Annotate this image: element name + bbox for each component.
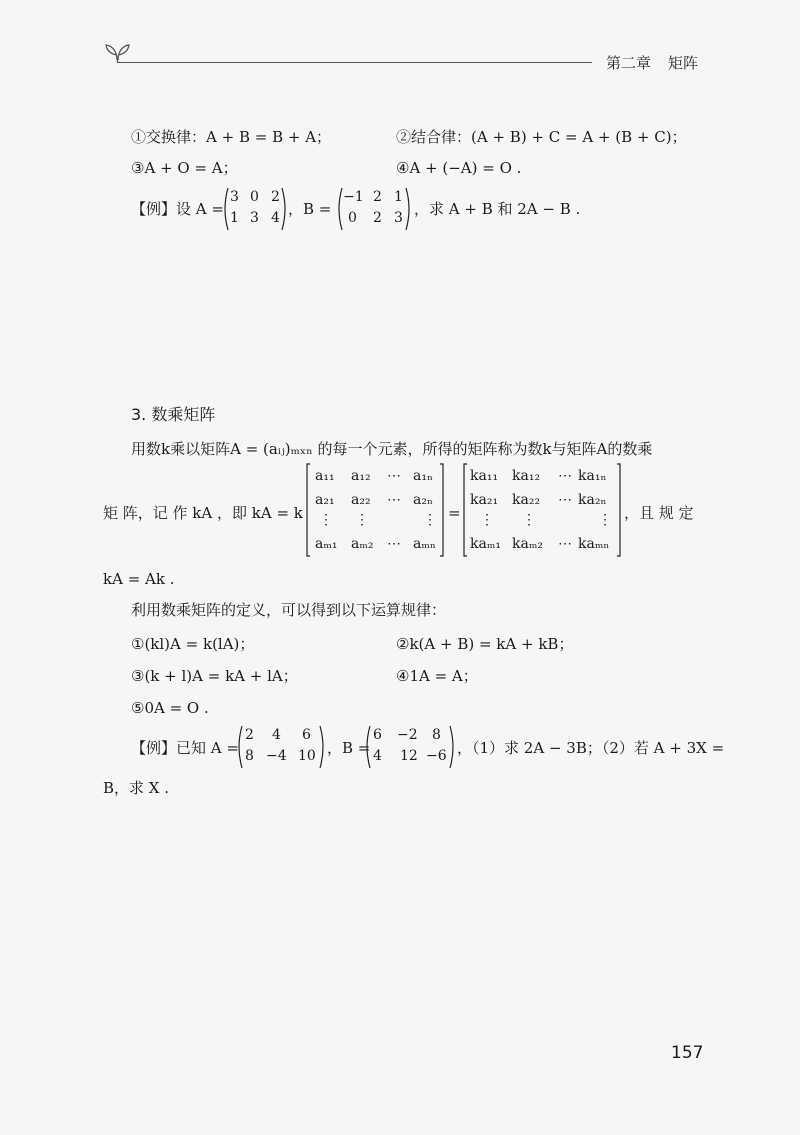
example1-suffix: ，求 A + B 和 2A − B .: [414, 200, 581, 218]
add-law-4: ④A + (−A) = O .: [396, 159, 522, 177]
example2-matrix-a: [236, 724, 326, 770]
cell: ka₁₂: [512, 468, 541, 484]
example2-suffix: ，（1）求 2A − 3B；（2）若 A + 3X =: [457, 739, 725, 757]
cell: 8: [432, 727, 441, 743]
cell: ⋮: [480, 512, 494, 528]
cell: 10: [298, 748, 316, 764]
section-intro: 用数k乘以矩阵A = (aᵢⱼ)ₘₓₙ 的每一个元素，所得的矩阵称为数k与矩阵A的数乘: [131, 440, 653, 458]
cell: ka₂₁: [470, 492, 499, 508]
cell: a₁ₙ: [413, 468, 434, 484]
cell: ⋯: [387, 492, 401, 508]
chapter-label: 第二章: [606, 54, 652, 72]
cell: −2: [397, 727, 418, 743]
cell: 6: [373, 727, 382, 743]
cell: kaₘₙ: [578, 536, 610, 552]
page-number: 157: [671, 1043, 704, 1063]
matrix-ka-general: [462, 462, 622, 558]
cell: aₘ₂: [351, 536, 374, 552]
cell: 12: [400, 748, 418, 764]
cell: a₁₁: [315, 468, 335, 484]
cell: 6: [302, 727, 311, 743]
mul-law-1: ①(kl)A = k(lA)；: [131, 635, 255, 653]
cell: kaₘ₁: [470, 536, 502, 552]
add-law-3: ③A + O = A；: [131, 159, 238, 177]
example1-mid: ，B =: [288, 200, 332, 218]
definition-equals: =: [448, 504, 461, 522]
cell: −1: [343, 189, 364, 205]
section-title: 3. 数乘矩阵: [131, 405, 216, 424]
cell: a₁₂: [351, 468, 371, 484]
cell: ka₁ₙ: [578, 468, 607, 484]
cell: aₘₙ: [413, 536, 436, 552]
definition-suffix: ，且 规 定: [624, 504, 694, 522]
cell: 2: [373, 210, 382, 226]
example2-matrix-b: [364, 724, 456, 770]
rules-intro: 利用数乘矩阵的定义，可以得到以下运算规律：: [131, 601, 447, 619]
cell: 3: [250, 210, 259, 226]
cell: ⋯: [558, 536, 572, 552]
example2-end: B，求 X .: [103, 779, 170, 797]
cell: ⋮: [319, 512, 333, 528]
add-law-2: ②结合律：(A + B) + C = A + (B + C)；: [396, 128, 687, 146]
mul-law-4: ④1A = A；: [396, 667, 478, 685]
example1-prefix: 【例】设 A =: [131, 200, 224, 218]
cell: ⋮: [598, 512, 612, 528]
cell: ka₂₂: [512, 492, 541, 508]
cell: kaₘ₂: [512, 536, 544, 552]
cell: a₂₂: [351, 492, 371, 508]
cell: 3: [230, 189, 239, 205]
definition-prefix: 矩 阵，记 作 kA ，即 kA = k: [103, 504, 303, 522]
cell: ka₁₁: [470, 468, 499, 484]
example2-mid: ，B =: [327, 739, 371, 757]
cell: a₂ₙ: [413, 492, 434, 508]
cell: ⋯: [558, 492, 572, 508]
cell: 2: [245, 727, 254, 743]
definition-end: kA = Ak .: [103, 570, 175, 588]
cell: ka₂ₙ: [578, 492, 607, 508]
cell: 0: [348, 210, 357, 226]
example2-prefix: 【例】已知 A =: [131, 739, 239, 757]
cell: 2: [271, 189, 280, 205]
cell: 1: [394, 189, 403, 205]
cell: 8: [245, 748, 254, 764]
cell: 4: [373, 748, 382, 764]
cell: −4: [266, 748, 287, 764]
cell: ⋯: [387, 536, 401, 552]
header-rule: [118, 62, 592, 63]
cell: 1: [230, 210, 239, 226]
example1-matrix-b: [336, 186, 412, 232]
cell: ⋮: [355, 512, 369, 528]
cell: ⋮: [423, 512, 437, 528]
cell: 4: [272, 727, 281, 743]
cell: ⋯: [558, 468, 572, 484]
mul-law-3: ③(k + l)A = kA + lA；: [131, 667, 298, 685]
cell: ⋮: [522, 512, 536, 528]
cell: 4: [271, 210, 280, 226]
cell: ⋯: [387, 468, 401, 484]
cell: a₂₁: [315, 492, 335, 508]
matrix-a-general: [305, 462, 445, 558]
chapter-topic: 矩阵: [668, 54, 699, 72]
cell: aₘ₁: [315, 536, 338, 552]
cell: 3: [394, 210, 403, 226]
cell: 2: [373, 189, 382, 205]
cell: −6: [426, 748, 447, 764]
mul-law-2: ②k(A + B) = kA + kB；: [396, 635, 574, 653]
mul-law-5: ⑤0A = O .: [131, 699, 209, 717]
example1-matrix-a: [222, 186, 288, 232]
cell: 0: [250, 189, 259, 205]
add-law-1: ①交换律：A + B = B + A；: [131, 128, 332, 146]
